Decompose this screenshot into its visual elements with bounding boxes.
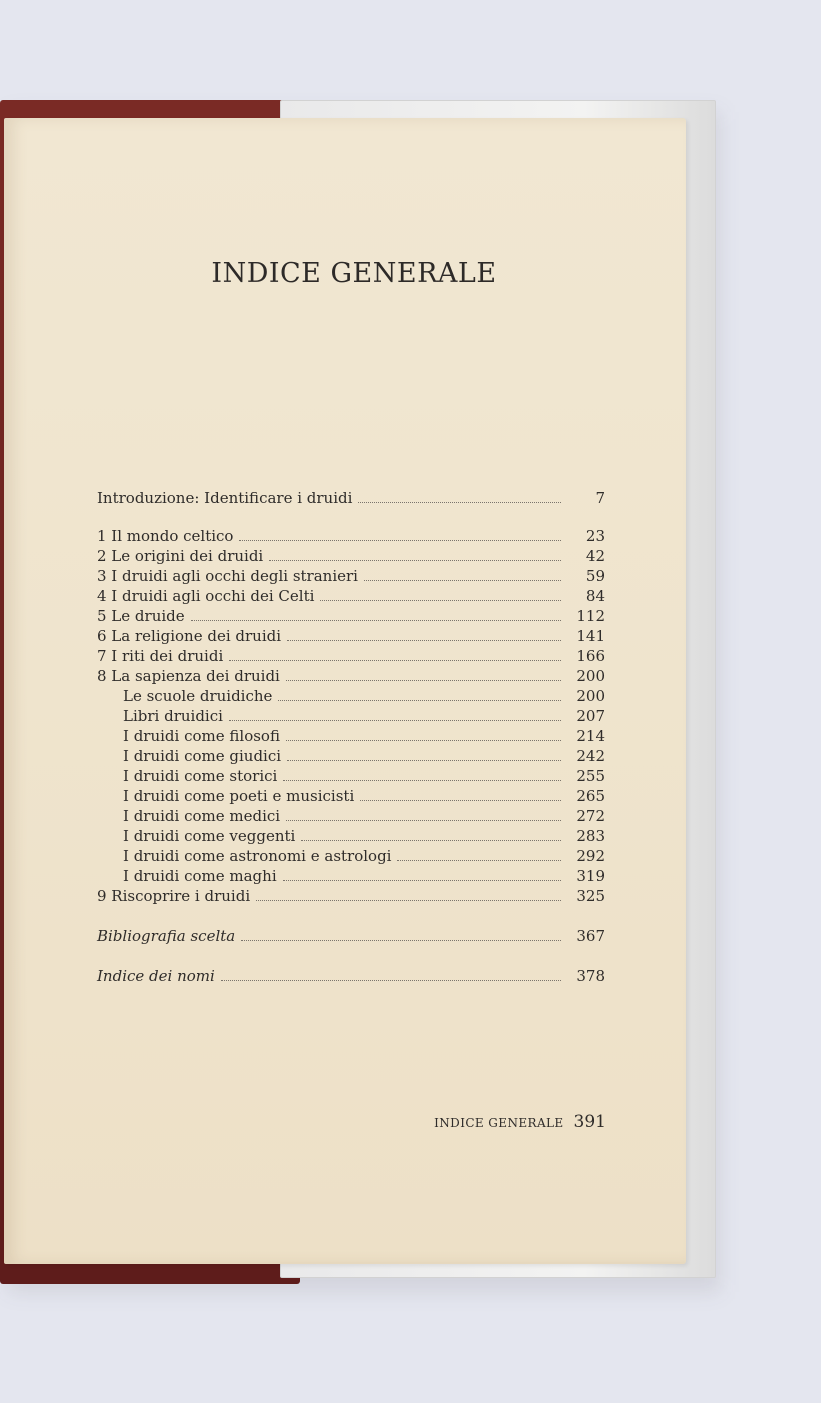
toc-entry-label: Indice dei nomi xyxy=(97,967,215,985)
dot-leader xyxy=(286,820,561,821)
toc-entry-label: 3 I druidi agli occhi degli stranieri xyxy=(97,567,358,585)
toc-entry-page: 265 xyxy=(576,787,605,805)
toc-entry-name-index xyxy=(97,966,605,986)
toc-entry-page: 166 xyxy=(576,647,605,665)
toc-subentry xyxy=(97,826,605,846)
toc-entry-page: 200 xyxy=(576,687,605,705)
dot-leader xyxy=(283,780,561,781)
toc-entry-label: 5 Le druide xyxy=(97,607,185,625)
toc-entry-chapter-1 xyxy=(97,526,605,546)
toc-entry-chapter-3 xyxy=(97,566,605,586)
dot-leader xyxy=(191,620,561,621)
toc-entry-page: 283 xyxy=(576,827,605,845)
toc-entry-page: 367 xyxy=(576,927,605,945)
toc-entry-label: I druidi come maghi xyxy=(123,867,277,885)
toc-subentry xyxy=(97,846,605,866)
dot-leader xyxy=(241,940,561,941)
toc-entry-label: Introduzione: Identificare i druidi xyxy=(97,489,353,507)
toc-entry-label: Libri druidici xyxy=(123,707,223,725)
dot-leader xyxy=(286,740,561,741)
toc-subentry xyxy=(97,746,605,766)
toc-entry-chapter-5 xyxy=(97,606,605,626)
dot-leader xyxy=(286,680,561,681)
toc-entry-page: 378 xyxy=(576,967,605,985)
toc-subentry xyxy=(97,686,605,706)
dot-leader xyxy=(320,600,561,601)
running-footer: INDICE GENERALE xyxy=(434,1116,564,1130)
dot-leader xyxy=(221,980,561,981)
toc-entry-label: I druidi come medici xyxy=(123,807,281,825)
toc-entry-chapter-8 xyxy=(97,666,605,686)
toc-subentry xyxy=(97,706,605,726)
toc-entry-page: 292 xyxy=(576,847,605,865)
toc-subentry xyxy=(97,766,605,786)
dot-leader xyxy=(364,580,561,581)
page-number: 391 xyxy=(573,1112,606,1132)
toc-entry-label: I druidi come giudici xyxy=(123,747,282,765)
toc-entry-page: 42 xyxy=(585,547,605,565)
toc-entry-label: 8 La sapienza dei druidi xyxy=(97,667,280,685)
page-footer xyxy=(430,1112,606,1132)
dot-leader xyxy=(397,860,561,861)
toc-entry-page: 59 xyxy=(585,567,605,585)
toc-entry-page: 272 xyxy=(576,807,605,825)
toc-entry-label: I druidi come storici xyxy=(123,767,278,785)
toc-entry-label: I druidi come astronomi e astrologi xyxy=(123,847,392,865)
toc-entry-page: 200 xyxy=(576,667,605,685)
toc-entry-chapter-7 xyxy=(97,646,605,666)
dot-leader xyxy=(229,660,561,661)
table-of-contents xyxy=(97,488,605,986)
toc-entry-label: I druidi come poeti e musicisti xyxy=(123,787,355,805)
toc-subentry xyxy=(97,866,605,886)
dot-leader xyxy=(287,760,561,761)
dot-leader xyxy=(278,700,561,701)
toc-entry-label: 2 Le origini dei druidi xyxy=(97,547,264,565)
toc-entry-page: 7 xyxy=(595,489,605,507)
toc-subentry xyxy=(97,786,605,806)
toc-entry-bibliography xyxy=(97,926,605,946)
toc-entry-label: 7 I riti dei druidi xyxy=(97,647,224,665)
toc-entry-introduction xyxy=(97,488,605,508)
dot-leader xyxy=(283,880,561,881)
toc-entry-label: I druidi come filosofi xyxy=(123,727,280,745)
toc-entry-label: 1 Il mondo celtico xyxy=(97,527,234,545)
toc-subentry xyxy=(97,726,605,746)
toc-entry-page: 325 xyxy=(576,887,605,905)
toc-entry-page: 112 xyxy=(576,607,605,625)
dot-leader xyxy=(239,540,561,541)
toc-entry-page: 84 xyxy=(585,587,605,605)
toc-entry-page: 242 xyxy=(576,747,605,765)
toc-entry-label: 4 I druidi agli occhi dei Celti xyxy=(97,587,315,605)
toc-entry-page: 255 xyxy=(576,767,605,785)
dot-leader xyxy=(360,800,561,801)
toc-entry-chapter-6 xyxy=(97,626,605,646)
toc-entry-chapter-4 xyxy=(97,586,605,606)
toc-entry-page: 207 xyxy=(576,707,605,725)
toc-entry-page: 319 xyxy=(576,867,605,885)
dot-leader xyxy=(287,640,561,641)
toc-subentry xyxy=(97,806,605,826)
toc-entry-label: Le scuole druidiche xyxy=(123,687,273,705)
toc-entry-label: 9 Riscoprire i druidi xyxy=(97,887,251,905)
dot-leader xyxy=(256,900,561,901)
dot-leader xyxy=(358,502,561,503)
dot-leader xyxy=(229,720,561,721)
toc-entry-page: 141 xyxy=(576,627,605,645)
toc-entry-chapter-2 xyxy=(97,546,605,566)
toc-entry-label: 6 La religione dei druidi xyxy=(97,627,282,645)
toc-entry-page: 23 xyxy=(585,527,605,545)
page-heading: INDICE GENERALE xyxy=(211,258,497,289)
toc-entry-chapter-9 xyxy=(97,886,605,906)
toc-entry-label: Bibliografia scelta xyxy=(97,927,236,945)
dot-leader xyxy=(269,560,561,561)
dot-leader xyxy=(301,840,561,841)
toc-entry-label: I druidi come veggenti xyxy=(123,827,296,845)
toc-entry-page: 214 xyxy=(576,727,605,745)
